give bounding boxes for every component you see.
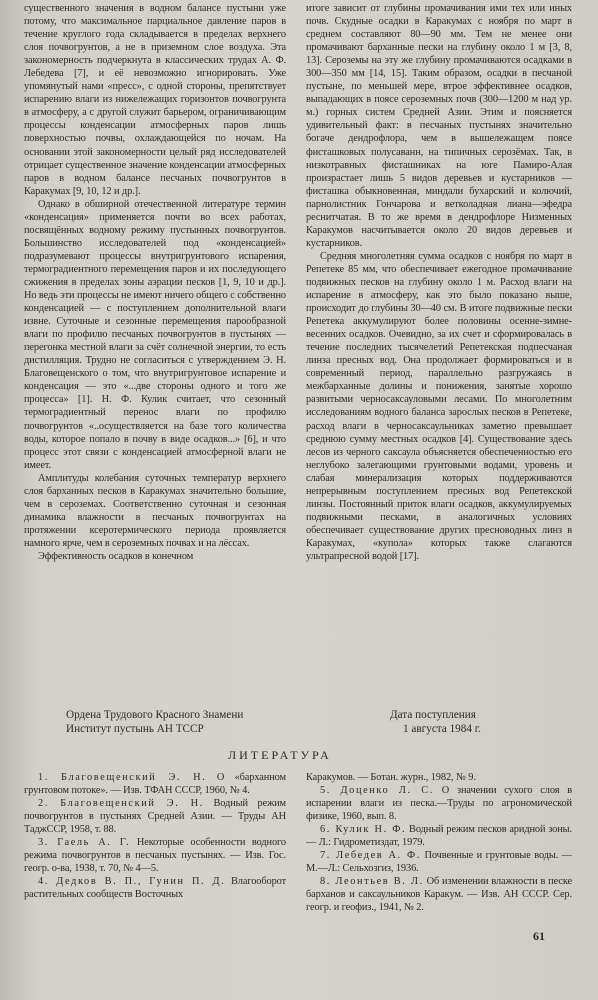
institute-name: Институт пустынь АН ТССР	[66, 723, 204, 735]
reference-text: Водный режим песков аридной зоны. — Л.: Гидрометиздат, 1979.	[306, 824, 572, 849]
reference-author: 3. Гаель А. Г.	[38, 837, 131, 849]
reference-text: Почвенные и грунтовые воды. — М.—Л.: Сельхозгиз, 1936.	[306, 850, 572, 875]
references-left-column	[24, 771, 286, 901]
reference-author: 2. Благовещенский Э. Н.	[38, 798, 204, 810]
reference-author: 4. Дедков В. П., Гунин П. Д.	[38, 876, 226, 888]
received-date-label: Дата поступления	[390, 709, 476, 721]
reference-author: 8. Леонтьев В. Л.	[320, 876, 424, 888]
reference-item	[24, 771, 286, 797]
reference-text: О значении сухого слоя в испарении влаги из песка.—Труды по агрономической физике, 1960, вып. 8.	[306, 785, 573, 823]
reference-item	[306, 771, 572, 784]
paragraph: Средняя многолетняя сумма осадков с ноября по март в Репетеке 85 мм, что обеспечивает ежегодное промачивание подвижных песков на глубину около 1 м. Расход влаги на испарение в атмосферу, как это было показано выше, происходит до глубины 30—40 см. В итоге подвижные пески Репетека аккумулируют более половины осенне-зимне-весенних осадков. Очевидно, за их счет и сформировалась в течение последних тысячелетий Репетекская подпесчаная линза пресных вод. Она продолжает формироваться и в современный период, параллельно разгружаясь в межбарханные долины и понижения, занятые хорошо развитыми черносаксауловыми лесами. По многолетним исследованиям водного баланса зарослых песков в Репетеке, расход влаги в черносаксаульниках заметно превышает среднюю сумму местных осадков [4]. Существование здесь лесов из черного саксаула объясняется обеспеченностью его неглубоко залегающими грунтовыми водами, уровень и слабая минерализация которых поддерживаются непрерывным поступлением пресных вод Репетекской линзы. Постоянный приток влаги осадков, аккумулируемых подвижными песками, в аналогичных условиях обеспечивает существование других пресноводных линз в Каракумах, «купола» которых также слагаются ультрапресной водой [17].	[306, 250, 572, 562]
reference-text: О «барханном грунтовом потоке». — Изв. ТФАН СССР, 1960, № 4.	[24, 772, 286, 797]
reference-item	[306, 823, 572, 849]
reference-item	[24, 875, 286, 901]
received-date-value: 1 августа 1984 г.	[403, 723, 481, 735]
reference-text: Влагооборот растительных сообществ Восточных	[24, 876, 287, 901]
reference-text: Каракумов. — Ботан. журн., 1982, № 9.	[306, 772, 476, 783]
reference-author: 5. Доценко Л. С.	[320, 785, 434, 797]
right-text-column	[306, 2, 572, 563]
reference-text: Некоторые особенности водного режима почвогрунтов в песчаных пустынях. — Изв. Гос. геогр. о-ва, 1938, т. 70, № 4—5.	[24, 837, 286, 875]
reference-item	[306, 849, 572, 875]
paragraph: Эффективность осадков в конечном	[38, 550, 194, 562]
reference-author: 7. Лебедев А. Ф.	[320, 850, 421, 862]
reference-item	[24, 836, 286, 875]
left-text-column	[24, 2, 286, 563]
reference-author: 6. Кулик Н. Ф.	[320, 824, 407, 836]
literature-heading: ЛИТЕРАТУРА	[228, 748, 332, 762]
organization-name: Ордена Трудового Красного Знамени	[66, 709, 244, 721]
paragraph: итоге зависит от глубины промачивания ими тех или иных почв. Скудные осадки в Каракумах с ноября по март в среднем составляют 80—90 мм. Тем не менее они промачивают барханные пески на глубину около 1 м [3, 8, 13]. Сероземы на эту же глубину промачиваются осадками в 300—350 мм [14, 15]. Таким образом, осадки в песчаной пустыне, по меньшей мере, втрое эффективнее осадков, выпадающих в поясе сероземных почв (300—1200 м над ур. м.) горных систем Средней Азии. Этим и поясняется удивительный факт: в песчаных пустынях значительно богаче дендрофлора, чем в вышележащем поясе фисташковых полусаванн, на типичных серозёмах. Так, в низкотравных фисташниках на юге Памиро-Алая произрастает лишь 5 видов деревьев и кустарников — фисташка обыкновенная, миндали бухарский и колючий, парнолистник Гончарова и ветколадная лиана—эфедра реснитчатая. В то же время в дендрофлоре Низменных Каракумов насчитывается около 20 видов деревьев и кустарников.	[306, 3, 572, 249]
reference-item	[306, 784, 572, 823]
paragraph: Однако в обширной отечественной литературе термин «конденсация» применяется почти во всех работах, посвящённых водному режиму пустынных почвогрунтов. Большинство исследователей под «конденсацией» подразумевают процессы внутригрунтового испарения, термоградиентного перемещения паров и их последующего сжижения в пределах зоны аэрации песков [1, 9, 10 и др.]. Но ведь эти процессы не имеют ничего общего с собственно конденсацией — с поступлением дополнительной влаги извне. Суточные и сезонные перемещения парообразной влаги по профилю песчаных почвогрунтов в пустынях — перегонка местной влаги за счёт солнечной энергии, то есть дистилляция. Трудно не согласиться с утверждением Э. Н. Благовещенского о том, что внутригрунтовое испарение и конденсация — это «...две стороны одного и того же процесса» [1]. Н. Ф. Кулик считает, что сезонный термоградиентный перенос влаги по профилю почвогрунтов «..осуществляется на базе того количества воды, которое попало в почву в виде осадков...» [6], и что процесс этот связи с конденсацией атмосферной влаги не имеет.	[24, 198, 286, 471]
reference-text: Водный режим почвогрунтов в пустынях Средней Азии. — Труды АН ТаджССР, 1958, т. 88.	[24, 798, 286, 836]
reference-item	[24, 797, 286, 836]
paragraph: Амплитуды колебания суточных температур верхнего слоя барханных песков в Каракумах значительно большие, чем в сероземах. Соответственно суточная и сезонная динамика влажности в песчаных почвогрунтах на протяжении ксеротермического периода проявляется намного ярче, чем в сероземных почвах и на лёссах.	[24, 472, 286, 549]
reference-text: Об изменении влажности в песке барханов и саксаульников Каракум. — Изв. АН СССР. Сер. геогр. и геофиз., 1941, № 2.	[306, 876, 572, 914]
page-number: 61	[533, 929, 545, 943]
reference-author: 1. Благовещенский Э. Н.	[38, 772, 207, 783]
references-right-column	[306, 771, 572, 915]
paragraph: существенного значения в водном балансе пустыни уже потому, что максимальное парциальное давление паров в течение круглого года складывается в пределах верхнего слоя почвогрунтов, а не в приземном слое воздуха. Эта закономерность подчеркнута в классических трудах А. Ф. Лебедева [7], и её невозможно игнорировать. Уже упомянутый нами «пресс», с одной стороны, препятствует испарению влаги из нижележащих горизонтов почвогрунта в атмосферу, а с другой служит барьером, ограничивающим процессы конденсации атмосферных паров лишь поверхностью почвы, охлаждающейся по ночам. На основании этой закономерности целый ряд исследователей отрицает существенное значение конденсации атмосферных паров в водном балансе песчаных почвогрунтов в Каракумах [9, 10, 12 и др.].	[24, 3, 286, 197]
reference-item	[306, 875, 572, 914]
